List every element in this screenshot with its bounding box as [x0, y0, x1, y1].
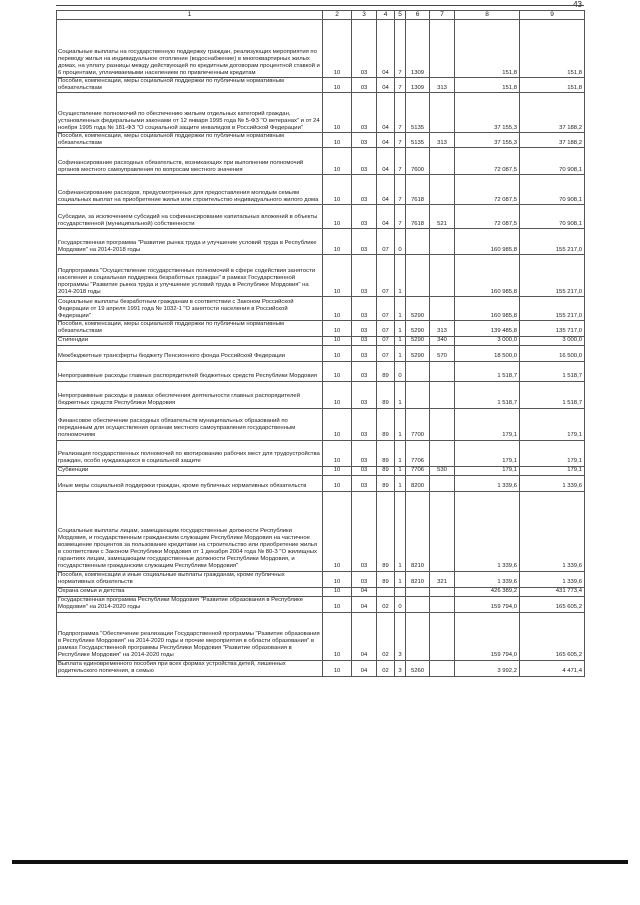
- row-code-6: 7618: [406, 175, 430, 205]
- row-code-2: 10: [323, 297, 352, 321]
- row-amount-8: 151,8: [455, 20, 520, 78]
- row-code-7: 313: [430, 78, 455, 93]
- row-amount-8: 72 087,5: [455, 205, 520, 229]
- row-code-2: 10: [323, 336, 352, 345]
- table-row: [57, 587, 585, 596]
- row-code-7: 530: [430, 466, 455, 475]
- table-body: [57, 20, 585, 677]
- row-amount-8: 426 389,2: [455, 587, 520, 596]
- row-code-3: 03: [352, 475, 377, 491]
- row-code-3: 03: [352, 229, 377, 255]
- row-name: Государственная программа "Развитие рынка труда и улучшение условий труда в Республике Мордовия" на 2014-2018 годы: [57, 229, 323, 255]
- row-code-7: [430, 175, 455, 205]
- row-name: Пособия, компенсации и иные социальные выплаты гражданам, кроме публичных нормативных обязательств: [57, 571, 323, 587]
- row-code-6: 5290: [406, 297, 430, 321]
- row-code-7: 321: [430, 571, 455, 587]
- row-amount-8: 179,1: [455, 466, 520, 475]
- row-code-2: 10: [323, 321, 352, 336]
- row-code-3: 03: [352, 297, 377, 321]
- row-code-4: 07: [377, 336, 395, 345]
- row-amount-9: 179,1: [520, 440, 585, 466]
- table-row: [57, 148, 585, 175]
- row-name: Межбюджетные трансферты бюджету Пенсионного фонда Российской Федерации: [57, 345, 323, 361]
- row-code-2: 10: [323, 491, 352, 571]
- row-amount-9: 165 605,2: [520, 596, 585, 612]
- column-header: 4: [377, 11, 395, 20]
- table-header-row: [57, 11, 585, 20]
- row-code-3: 03: [352, 381, 377, 408]
- row-code-4: 89: [377, 491, 395, 571]
- row-name: Реализация государственных полномочий по квотированию рабочих мест для трудоустройства граждан, особо нуждающихся в социальной защите: [57, 440, 323, 466]
- row-code-7: [430, 587, 455, 596]
- row-code-7: [430, 229, 455, 255]
- table-row: [57, 381, 585, 408]
- table-row: [57, 321, 585, 336]
- row-name: Подпрограмма "Обеспечение реализации Государственной программы "Развитие образования в Республике Мордовия" на 2014-2020 годы и прочие мероприятия в области образования" в рамках Государственной программы Республики Мордовия "Развитие образования в Республике Мордовия" на 2014-2020 годы: [57, 612, 323, 660]
- row-amount-8: 160 985,8: [455, 297, 520, 321]
- row-code-2: 10: [323, 381, 352, 408]
- row-name: Подпрограмма "Осуществление государственных полномочий в сфере содействия занятости населения и социальная поддержка безработных граждан" в рамках Государственной программы "Развитие рынка труда и улучшение условий труда в Республике Мордовия" на 2014-2018 годы: [57, 255, 323, 297]
- table-row: [57, 408, 585, 440]
- column-header: 3: [352, 11, 377, 20]
- row-name: Пособия, компенсации, меры социальной поддержки по публичным нормативным обязательствам: [57, 321, 323, 336]
- row-code-6: 1309: [406, 20, 430, 78]
- row-code-4: 89: [377, 361, 395, 381]
- row-code-5: 1: [395, 336, 406, 345]
- row-code-4: 02: [377, 612, 395, 660]
- row-code-7: [430, 440, 455, 466]
- row-code-5: 1: [395, 408, 406, 440]
- row-amount-8: 159 794,0: [455, 612, 520, 660]
- row-code-3: 03: [352, 571, 377, 587]
- row-code-6: 8210: [406, 571, 430, 587]
- row-amount-9: 179,1: [520, 408, 585, 440]
- row-code-5: 1: [395, 440, 406, 466]
- row-amount-8: 37 155,3: [455, 93, 520, 133]
- top-rule: [56, 5, 584, 6]
- table-row: [57, 361, 585, 381]
- row-code-7: [430, 361, 455, 381]
- row-amount-9: 155 217,0: [520, 229, 585, 255]
- row-code-2: 10: [323, 78, 352, 93]
- row-amount-9: 1 339,6: [520, 491, 585, 571]
- row-code-4: 02: [377, 596, 395, 612]
- row-code-4: 02: [377, 660, 395, 676]
- row-code-5: 7: [395, 175, 406, 205]
- table-row: [57, 20, 585, 78]
- row-amount-8: 1 339,6: [455, 571, 520, 587]
- row-code-7: [430, 475, 455, 491]
- row-name: Непрограммные расходы главных распорядителей бюджетных средств Республики Мордовия: [57, 361, 323, 381]
- row-amount-8: 179,1: [455, 408, 520, 440]
- row-code-6: 5290: [406, 321, 430, 336]
- row-code-4: 89: [377, 440, 395, 466]
- row-name: Пособия, компенсации, меры социальной поддержки по публичным нормативным обязательствам: [57, 78, 323, 93]
- row-code-2: 10: [323, 571, 352, 587]
- row-code-4: 04: [377, 78, 395, 93]
- row-amount-9: 1 518,7: [520, 381, 585, 408]
- row-code-2: 10: [323, 20, 352, 78]
- row-code-7: 313: [430, 133, 455, 148]
- row-code-3: 03: [352, 175, 377, 205]
- row-name: Пособия, компенсации, меры социальной поддержки по публичным нормативным обязательствам: [57, 133, 323, 148]
- row-amount-8: 159 794,0: [455, 596, 520, 612]
- row-code-6: 7600: [406, 148, 430, 175]
- row-code-7: 521: [430, 205, 455, 229]
- row-code-3: 03: [352, 78, 377, 93]
- row-amount-8: 3 992,2: [455, 660, 520, 676]
- row-code-4: 89: [377, 466, 395, 475]
- row-name: Государственная программа Республики Мордовия "Развитие образования в Республике Мордовия" на 2014-2020 годы: [57, 596, 323, 612]
- row-amount-9: 70 908,1: [520, 148, 585, 175]
- row-code-6: [406, 587, 430, 596]
- table-row: [57, 297, 585, 321]
- table-row: [57, 596, 585, 612]
- row-amount-8: 160 985,8: [455, 229, 520, 255]
- row-code-5: 1: [395, 571, 406, 587]
- row-code-7: [430, 93, 455, 133]
- row-code-4: 07: [377, 229, 395, 255]
- row-name: Софинансирование расходных обязательств, возникающих при выполнении полномочий органов местного самоуправления по вопросам местного значения: [57, 148, 323, 175]
- table-row: [57, 205, 585, 229]
- row-code-3: 04: [352, 596, 377, 612]
- row-code-7: [430, 381, 455, 408]
- row-code-5: 3: [395, 612, 406, 660]
- row-code-5: 1: [395, 381, 406, 408]
- row-code-7: [430, 20, 455, 78]
- column-header: 1: [57, 11, 323, 20]
- row-code-5: 7: [395, 133, 406, 148]
- row-name: Осуществление полномочий по обеспечению жильем отдельных категорий граждан, установленных федеральными законами от 12 января 1995 года № 5-ФЗ "О ветеранах" и от 24 ноября 1995 года № 181-ФЗ "О социальной защите инвалидов в Российской Федерации": [57, 93, 323, 133]
- table-row: [57, 440, 585, 466]
- row-code-4: 04: [377, 175, 395, 205]
- row-code-4: [377, 587, 395, 596]
- row-code-2: 10: [323, 612, 352, 660]
- row-code-2: 10: [323, 440, 352, 466]
- row-code-3: 03: [352, 361, 377, 381]
- row-code-4: 89: [377, 571, 395, 587]
- row-amount-9: 151,8: [520, 78, 585, 93]
- row-amount-8: 3 000,0: [455, 336, 520, 345]
- row-code-4: 89: [377, 381, 395, 408]
- row-code-4: 89: [377, 408, 395, 440]
- row-amount-9: 151,8: [520, 20, 585, 78]
- table-row: [57, 491, 585, 571]
- column-header: 9: [520, 11, 585, 20]
- row-code-3: 03: [352, 20, 377, 78]
- row-amount-9: 431 773,4: [520, 587, 585, 596]
- row-code-6: [406, 612, 430, 660]
- row-amount-8: 72 087,5: [455, 148, 520, 175]
- row-amount-8: 1 518,7: [455, 381, 520, 408]
- page-number: 43: [573, 0, 582, 9]
- row-amount-9: 135 717,0: [520, 321, 585, 336]
- row-amount-8: 139 485,8: [455, 321, 520, 336]
- row-name: Непрограммные расходы в рамках обеспечения деятельности главных распорядителей бюджетных средств Республики Мордовия: [57, 381, 323, 408]
- column-header: 8: [455, 11, 520, 20]
- row-name: Стипендии: [57, 336, 323, 345]
- row-code-4: 07: [377, 345, 395, 361]
- row-code-4: 04: [377, 20, 395, 78]
- row-code-6: 5260: [406, 660, 430, 676]
- row-amount-8: 37 155,3: [455, 133, 520, 148]
- row-code-4: 07: [377, 321, 395, 336]
- row-code-3: 03: [352, 148, 377, 175]
- row-amount-9: 70 908,1: [520, 205, 585, 229]
- row-code-2: 10: [323, 408, 352, 440]
- row-code-4: 04: [377, 93, 395, 133]
- row-amount-8: 1 339,6: [455, 475, 520, 491]
- table-row: [57, 175, 585, 205]
- bottom-rule: [12, 860, 628, 864]
- row-name: Субсидии, за исключением субсидий на софинансирование капитальных вложений в объекты государственной (муниципальной) собственности: [57, 205, 323, 229]
- row-code-2: 10: [323, 660, 352, 676]
- row-amount-9: 3 000,0: [520, 336, 585, 345]
- table-row: [57, 255, 585, 297]
- row-code-7: [430, 297, 455, 321]
- row-amount-9: 1 339,6: [520, 571, 585, 587]
- row-amount-9: 70 908,1: [520, 175, 585, 205]
- row-code-6: [406, 596, 430, 612]
- row-code-6: 7618: [406, 205, 430, 229]
- row-amount-9: 155 217,0: [520, 255, 585, 297]
- row-amount-9: 4 471,4: [520, 660, 585, 676]
- row-code-7: 313: [430, 321, 455, 336]
- row-code-3: 03: [352, 440, 377, 466]
- table-row: [57, 93, 585, 133]
- row-code-4: 04: [377, 148, 395, 175]
- row-code-4: 89: [377, 475, 395, 491]
- row-code-3: 03: [352, 205, 377, 229]
- row-code-5: 1: [395, 321, 406, 336]
- table-row: [57, 571, 585, 587]
- row-code-6: 5290: [406, 336, 430, 345]
- row-code-5: 0: [395, 361, 406, 381]
- row-code-5: 7: [395, 205, 406, 229]
- row-code-5: 1: [395, 345, 406, 361]
- row-code-5: 7: [395, 93, 406, 133]
- table-row: [57, 336, 585, 345]
- row-code-7: 570: [430, 345, 455, 361]
- row-code-2: 10: [323, 205, 352, 229]
- row-code-7: [430, 491, 455, 571]
- row-code-6: 5290: [406, 345, 430, 361]
- row-amount-9: 179,1: [520, 466, 585, 475]
- table-row: [57, 133, 585, 148]
- row-amount-8: 1 339,6: [455, 491, 520, 571]
- row-code-3: 03: [352, 408, 377, 440]
- row-code-6: 8200: [406, 475, 430, 491]
- row-name: Иные меры социальной поддержки граждан, кроме публичных нормативных обязательств: [57, 475, 323, 491]
- row-amount-8: 160 985,8: [455, 255, 520, 297]
- row-code-6: [406, 381, 430, 408]
- row-code-5: 1: [395, 491, 406, 571]
- row-code-6: [406, 255, 430, 297]
- row-code-5: 1: [395, 255, 406, 297]
- row-code-3: 03: [352, 466, 377, 475]
- row-name: Социальные выплаты лицам, замещающим государственные должности Республики Мордовия, и государственным гражданским служащим Республики Мордовия на частичное возмещение процентов за пользование кредитами на строительство или приобретение жилья в соответствии с Законом Республики Мордовия от 1 декабря 2004 года № 80-З "О жилищных гарантиях лицам, замещающим государственные должности Республики Мордовия, и государственным гражданским служащим Республики Мордовия": [57, 491, 323, 571]
- row-code-3: 04: [352, 660, 377, 676]
- row-name: Социальные выплаты безработным гражданам в соответствии с Законом Российской Федерации от 19 апреля 1991 года № 1032-1 "О занятости населения в Российской Федерации": [57, 297, 323, 321]
- row-name: Финансовое обеспечение расходных обязательств муниципальных образований по переданным для осуществления органам местного самоуправления государственным полномочиям: [57, 408, 323, 440]
- row-code-4: 04: [377, 205, 395, 229]
- row-code-4: 04: [377, 133, 395, 148]
- row-code-7: [430, 408, 455, 440]
- column-header: 6: [406, 11, 430, 20]
- row-code-3: 03: [352, 93, 377, 133]
- table-row: [57, 78, 585, 93]
- row-code-6: [406, 229, 430, 255]
- table-row: [57, 475, 585, 491]
- row-code-7: [430, 596, 455, 612]
- budget-table: [56, 10, 585, 677]
- row-code-2: 10: [323, 466, 352, 475]
- row-code-2: 10: [323, 596, 352, 612]
- row-code-5: 1: [395, 297, 406, 321]
- row-code-7: [430, 255, 455, 297]
- row-code-3: 03: [352, 321, 377, 336]
- row-code-5: 1: [395, 475, 406, 491]
- row-code-2: 10: [323, 175, 352, 205]
- row-code-5: 7: [395, 148, 406, 175]
- row-name: Социальные выплаты на государственную поддержку граждан, реализующих мероприятия по переводу жилья на индивидуальное отопление (водоснабжение) в многоквартирных жилых домах, на уплату разницы между действующей по кредитным договорам процентной ставкой и 6 процентами, уплачиваемыми населением по привлеченным кредитам: [57, 20, 323, 78]
- row-code-3: 03: [352, 255, 377, 297]
- row-amount-8: 18 500,0: [455, 345, 520, 361]
- row-code-7: [430, 148, 455, 175]
- row-code-6: 5135: [406, 133, 430, 148]
- row-code-5: 7: [395, 78, 406, 93]
- row-code-6: 5135: [406, 93, 430, 133]
- row-amount-9: 16 500,0: [520, 345, 585, 361]
- row-code-2: 10: [323, 229, 352, 255]
- row-amount-9: 1 518,7: [520, 361, 585, 381]
- row-code-5: 0: [395, 596, 406, 612]
- table-row: [57, 612, 585, 660]
- row-amount-9: 155 217,0: [520, 297, 585, 321]
- row-amount-8: 179,1: [455, 440, 520, 466]
- row-code-6: 1309: [406, 78, 430, 93]
- row-amount-8: 151,8: [455, 78, 520, 93]
- row-name: Субвенции: [57, 466, 323, 475]
- row-code-5: 1: [395, 466, 406, 475]
- row-amount-9: 37 188,2: [520, 93, 585, 133]
- row-code-2: 10: [323, 361, 352, 381]
- row-code-7: [430, 612, 455, 660]
- row-amount-9: 1 339,6: [520, 475, 585, 491]
- row-name: Выплата единовременного пособия при всех формах устройства детей, лишенных родительского попечения, в семью: [57, 660, 323, 676]
- row-code-4: 07: [377, 255, 395, 297]
- row-code-3: 03: [352, 133, 377, 148]
- row-code-2: 10: [323, 345, 352, 361]
- row-code-2: 10: [323, 255, 352, 297]
- row-code-4: 07: [377, 297, 395, 321]
- row-code-6: 7706: [406, 440, 430, 466]
- table-row: [57, 466, 585, 475]
- row-code-3: 04: [352, 587, 377, 596]
- row-amount-8: 72 087,5: [455, 175, 520, 205]
- row-code-3: 03: [352, 345, 377, 361]
- row-code-6: [406, 361, 430, 381]
- column-header: 5: [395, 11, 406, 20]
- row-code-5: 7: [395, 20, 406, 78]
- row-code-6: 7700: [406, 408, 430, 440]
- row-code-6: 7706: [406, 466, 430, 475]
- table-row: [57, 345, 585, 361]
- column-header: 7: [430, 11, 455, 20]
- row-name: Охрана семьи и детства: [57, 587, 323, 596]
- row-amount-9: 37 188,2: [520, 133, 585, 148]
- row-code-5: [395, 587, 406, 596]
- row-code-7: [430, 660, 455, 676]
- table-row: [57, 660, 585, 676]
- row-code-2: 10: [323, 587, 352, 596]
- row-code-6: 8210: [406, 491, 430, 571]
- row-name: Софинансирование расходов, предусмотренных для предоставления молодым семьям социальных выплат на приобретение жилья или строительство индивидуального жилого дома: [57, 175, 323, 205]
- row-code-7: 340: [430, 336, 455, 345]
- row-code-5: 3: [395, 660, 406, 676]
- row-code-5: 0: [395, 229, 406, 255]
- row-code-2: 10: [323, 133, 352, 148]
- row-code-3: 03: [352, 336, 377, 345]
- table-row: [57, 229, 585, 255]
- row-code-2: 10: [323, 148, 352, 175]
- column-header: 2: [323, 11, 352, 20]
- row-code-2: 10: [323, 475, 352, 491]
- row-code-3: 04: [352, 612, 377, 660]
- row-amount-9: 165 605,2: [520, 612, 585, 660]
- row-code-3: 03: [352, 491, 377, 571]
- row-amount-8: 1 518,7: [455, 361, 520, 381]
- row-code-2: 10: [323, 93, 352, 133]
